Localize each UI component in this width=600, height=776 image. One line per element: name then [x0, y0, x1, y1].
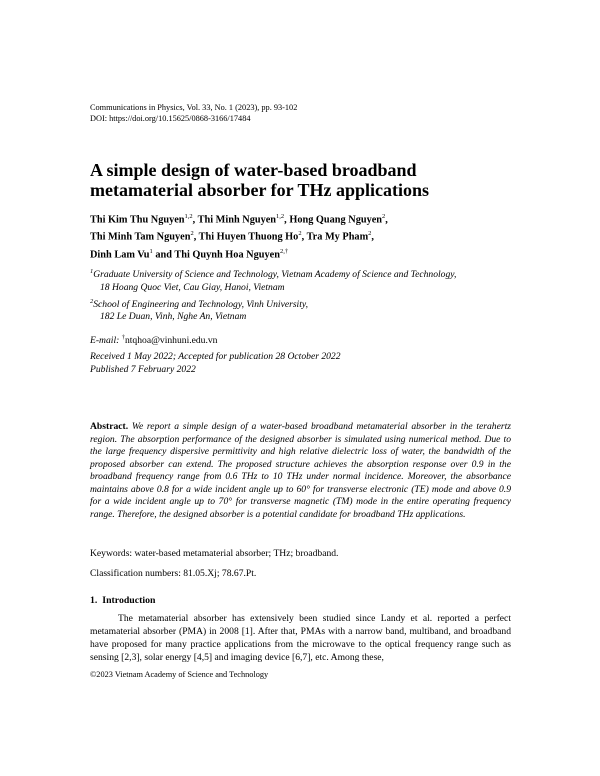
classification-numbers: Classification numbers: 81.05.Xj; 78.67.Pt.	[90, 568, 257, 579]
author-affil-sup: 2,†	[279, 247, 289, 255]
author-affil-sup: 1	[149, 247, 153, 255]
abstract-label: Abstract.	[90, 421, 129, 432]
received-date: Received 1 May 2022; Accepted for publication 28 October 2022	[90, 351, 341, 362]
publication-dates	[90, 350, 341, 377]
published-date: Published 7 February 2022	[90, 364, 196, 376]
keywords: Keywords: water-based metamaterial absorber; THz; broadband.	[90, 548, 339, 559]
author-affil-sup: 2	[382, 213, 386, 220]
author: Thi Minh Nguyen	[197, 214, 277, 226]
author: Thi Huyen Thuong Ho	[198, 231, 299, 243]
paper-title: A simple design of water-based broadband metamaterial absorber for THz applications	[90, 160, 429, 200]
affiliation-2: $^2$School of Engineering and Technology, Vinh University, 182 Le Duan, Vinh, Nghe An, Vietnam	[90, 297, 309, 323]
section-heading: 1. Introduction	[90, 595, 156, 606]
author-affil-sup: 2	[368, 230, 372, 238]
email-address[interactable]: ntqhoa@vinhuni.edu.vn	[124, 335, 218, 347]
abstract	[90, 421, 511, 521]
author-affil-sup: 1,2	[184, 213, 193, 220]
author-affil-sup: 2	[298, 230, 302, 238]
journal-citation: Communications in Physics, Vol. 33, No. 1 (2023), pp. 93-102	[90, 103, 298, 112]
author: Dinh Lam Vu	[90, 249, 150, 261]
intro-paragraph: The metamaterial absorber has extensively been studied since Landy et al. reported a perfect metamaterial absorber (PMA) in 2008 [1]. After that, PMAs with a narrow band, multiband, and broadband have proposed for many practice applications from the microwave to the optical frequency range such as sensing [2,3], solar energy [4,5] and imaging device [6,7], etc. Among these,	[90, 613, 511, 663]
copyright-footer: ©2023 Vietnam Academy of Science and Technology	[90, 670, 269, 679]
journal-doi: DOI: https://doi.org/10.15625/0868-3166/17484	[90, 114, 251, 123]
author: Thi Quynh Hoa Nguyen	[174, 249, 280, 261]
author: Hong Quang Nguyen	[289, 214, 383, 226]
abstract-text: We report a simple design of a water-based broadband metamaterial absorber in the terahertz region. The absorption performance of the designed absorber is simulated using numerical method. Due to the large frequency dispersive permittivity and high relative dielectric loss of water, the bandwidth of the proposed absorber can extend. The proposed structure achieves the absorption response over 0.9 in the broadband frequency range from 0.6 THz to 10 THz under normal incidence. Moreover, the absorbance maintains above 0.8 for a wide incident angle up to 60° for transverse electronic (TE) mode and above 0.9 for a wide incident angle up to 70° for transverse magnetic (TM) mode in the entire operating frequency range. Therefore, the designed absorber is a potential candidate for broadband THz applications.	[90, 421, 511, 520]
corresponding-email: E-mail: †ntqhoa@vinhuni.edu.vn	[90, 334, 218, 347]
author: Thi Minh Tam Nguyen	[90, 231, 191, 243]
author-list: Thi Kim Thu Nguyen$^{1,2}$, Thi Minh Nguyen$^{1,2}$, Hong Quang Nguyen$^2$, Thi Minh Tam Nguyen$^2$, Thi Huyen Thuong Ho$^2$, Tra My Pham$^2$, Dinh Lam Vu$^1$ and Thi Quynh Hoa Nguyen$^{2,\dagger}$	[90, 213, 388, 261]
author-affil-sup: 2	[190, 230, 194, 238]
author-affil-sup: 1,2	[276, 213, 285, 220]
affiliation-1: $^1$Graduate University of Science and Technology, Vietnam Academy of Science and Technology, 18 Hoang Quoc Viet, Cau Giay, Hanoi, Vietnam	[90, 268, 457, 293]
journal-header	[90, 102, 297, 124]
author: Thi Kim Thu Nguyen	[90, 214, 185, 226]
author: Tra My Pham	[306, 231, 369, 243]
affiliations	[90, 266, 530, 324]
